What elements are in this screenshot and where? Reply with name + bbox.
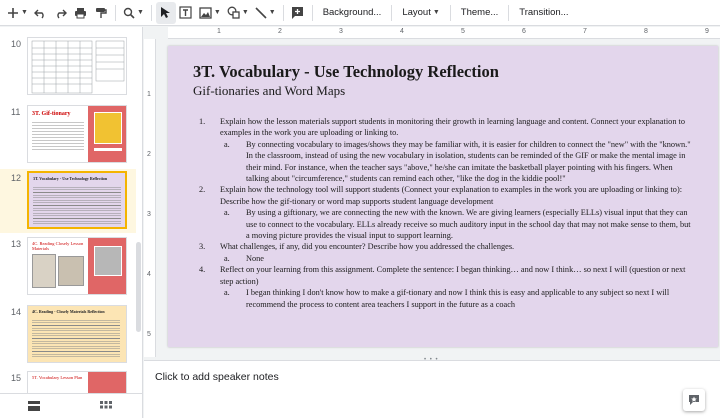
thumb-title: 4C. Reading - Closely Materials Reflection (32, 309, 105, 314)
list-letter: a. (224, 139, 230, 149)
filmstrip-view-icon (26, 399, 42, 413)
cursor-icon (160, 6, 171, 19)
status-area (144, 393, 720, 418)
toolbar-divider (283, 5, 284, 21)
thumb-title: 5T. Vocabulary Lesson Plan (32, 375, 83, 380)
list-letter: a. (224, 288, 230, 298)
filmstrip-view-button[interactable] (26, 399, 42, 413)
print-icon (74, 7, 87, 19)
list-letter: a. (224, 253, 230, 263)
chevron-down-icon: ▼ (268, 9, 276, 16)
speaker-notes[interactable]: Click to add speaker notes (144, 360, 720, 393)
answer-text: By connecting vocabulary to images/shows they may be familiar with, it is easier for children to connect the "new" with the "known." In the classroom, instead of using the new vocabulary in isolation, students can be reminded of the GIF or make the mental image in their mind. For instance, when the teacher says "above," he/she can imitate the basketball player pointing with his fingers. When talking about "circumference," students can remind each other, "like the dog in the kiddie pool!" (246, 139, 691, 184)
slide-thumbnail-10[interactable] (0, 35, 136, 99)
layout-label: Layout (402, 7, 431, 18)
thumb-photo (32, 254, 56, 288)
ruler-mark: 1 (147, 91, 151, 98)
question-text: Reflect on your learning from this assignment. Complete the sentence: I began thinking… and now I think… so next I will (question or next step action) (220, 265, 686, 286)
slide-preview (27, 105, 127, 163)
question-text: Explain how the technology tool will support students (Connect your explanation to examples in the work you are uploading or linking to): Describe how the gif-tionary or word map supports student language development (220, 185, 683, 206)
list-number: 2. (199, 185, 206, 195)
slide-preview (27, 37, 127, 95)
question-text: What challenges, if any, did you encounter? Describe how you addressed the challenges. (220, 242, 515, 252)
thumb-title: 3T. Vocabulary - Use Technology Reflection (33, 176, 108, 181)
text-box-button[interactable] (176, 2, 196, 24)
answer-text: I began thinking I don't know how to make a gif-tionary and now I think this is easy and applicable to any subject so next I will recommend the process to content area teachers I support in the future as a coach (246, 288, 670, 309)
ruler-mark: 8 (644, 28, 648, 35)
chevron-down-icon: ▼ (21, 9, 28, 16)
grid-view-icon (98, 399, 114, 413)
grid-view-button[interactable] (98, 399, 114, 413)
ruler-mark: 4 (400, 28, 404, 35)
ruler-mark: 5 (461, 28, 465, 35)
plus-icon (7, 7, 19, 19)
question-item (199, 241, 693, 252)
slide-preview (27, 237, 127, 295)
ruler-mark: 2 (147, 151, 151, 158)
paint-format-button[interactable] (91, 2, 111, 24)
explore-button[interactable] (683, 389, 705, 411)
slide-thumbnail-15[interactable] (0, 369, 136, 393)
horizontal-ruler[interactable] (168, 27, 720, 39)
slide-preview (27, 171, 127, 229)
thumb-red-panel (88, 372, 127, 393)
slide-thumbnail-12[interactable] (0, 169, 136, 233)
toolbar-divider (115, 5, 116, 21)
thumb-photo (58, 256, 84, 286)
select-tool-button[interactable] (156, 2, 176, 24)
thumb-title: 3T. Gif-tionary (32, 111, 71, 117)
slide-filmstrip[interactable] (0, 27, 143, 393)
list-letter: a. (224, 208, 230, 218)
slide-thumbnail-11[interactable] (0, 103, 136, 167)
transition-button[interactable]: Transition... (519, 7, 569, 18)
ruler-mark: 1 (217, 28, 221, 35)
vertical-ruler[interactable] (144, 39, 156, 357)
thumb-caption-bar (94, 148, 122, 151)
paint-format-icon (95, 7, 107, 19)
slide-thumbnail-13[interactable] (0, 235, 136, 299)
answer-item (224, 253, 693, 264)
ruler-mark: 7 (583, 28, 587, 35)
slide-number: 11 (11, 107, 21, 117)
current-slide[interactable] (168, 46, 718, 347)
ruler-mark: 4 (147, 271, 151, 278)
ruler-mark: 2 (278, 28, 282, 35)
list-number: 3. (199, 242, 206, 252)
print-button[interactable] (71, 2, 91, 24)
ruler-mark: 5 (147, 331, 151, 338)
thumb-image (94, 246, 122, 276)
new-slide-button[interactable] (4, 2, 31, 24)
ruler-mark: 3 (147, 211, 151, 218)
answer-item (224, 207, 693, 241)
answer-item (224, 287, 693, 310)
slide-title[interactable]: 3T. Vocabulary - Use Technology Reflection (193, 62, 499, 81)
add-comment-button[interactable] (288, 2, 308, 24)
question-text: Explain how the lesson materials support students in monitoring their growth in learning language and content. Connect your explanation to examples in the work you are uploading or linking to. (220, 117, 685, 138)
redo-icon (54, 7, 67, 19)
theme-button[interactable]: Theme... (460, 7, 499, 18)
ruler-mark: 9 (705, 28, 709, 35)
toolbar-divider (450, 5, 451, 21)
text-box-icon (179, 6, 192, 19)
list-number: 1. (199, 117, 206, 126)
answer-text: By using a giftionary, we are connecting the new with the known. We are giving learners (especially ELLs) visual input that they can use to connect to the vocabulary. ELLs already receive so much auditory input in the school day that may not make sense to them, but a moving picture provides the visual input to support learning. (246, 208, 691, 241)
thumb-title: 4C. Reading Closely Lesson Materials (32, 241, 84, 251)
slide-number: 15 (11, 373, 22, 383)
slide-body-text[interactable] (193, 116, 693, 310)
slide-preview (27, 371, 127, 393)
question-item (199, 264, 693, 287)
list-number: 4. (199, 265, 206, 275)
ruler-mark: 6 (522, 28, 526, 35)
slide-number: 10 (11, 39, 22, 49)
add-comment-icon (291, 6, 304, 19)
toolbar-divider (508, 5, 509, 21)
question-item (199, 184, 693, 207)
toolbar-divider (391, 5, 392, 21)
line-icon (255, 7, 267, 19)
slide-number: 12 (11, 173, 22, 183)
redo-button[interactable] (51, 2, 71, 24)
zoom-button[interactable] (120, 2, 147, 24)
thumb-image (94, 112, 122, 144)
slide-thumbnail-14[interactable] (0, 303, 136, 367)
slide-canvas-area[interactable] (144, 27, 720, 357)
line-button[interactable] (252, 2, 279, 24)
slide-preview (27, 305, 127, 363)
answer-item (224, 139, 693, 185)
layout-button[interactable] (396, 2, 445, 24)
image-icon (199, 7, 212, 19)
thumb-text-lines (32, 318, 120, 358)
toolbar-divider (151, 5, 152, 21)
slide-subtitle[interactable]: Gif-tionaries and Word Maps (193, 83, 346, 98)
shape-button[interactable] (224, 2, 252, 24)
view-toggle-bar (0, 393, 143, 418)
chevron-down-icon: ▼ (241, 9, 249, 16)
ruler-mark: 3 (339, 28, 343, 35)
chevron-down-icon: ▼ (432, 9, 440, 16)
chevron-down-icon: ▼ (213, 9, 221, 16)
question-item (199, 116, 693, 139)
thumb-text-lines (33, 185, 121, 225)
slide-number: 13 (11, 239, 22, 249)
slide-number: 14 (11, 307, 22, 317)
undo-button[interactable] (31, 2, 51, 24)
table-preview (28, 38, 127, 95)
shape-icon (227, 6, 240, 19)
chevron-down-icon: ▼ (136, 9, 144, 16)
thumb-text-lines (32, 120, 84, 150)
explore-icon (688, 394, 700, 406)
answer-text: None (246, 253, 264, 263)
insert-image-button[interactable] (196, 2, 224, 24)
background-button[interactable]: Background... (322, 7, 382, 18)
toolbar-divider (312, 5, 313, 21)
zoom-icon (123, 7, 135, 19)
toolbar (0, 0, 720, 26)
filmstrip-scrollbar[interactable] (136, 242, 141, 332)
undo-icon (34, 7, 47, 19)
